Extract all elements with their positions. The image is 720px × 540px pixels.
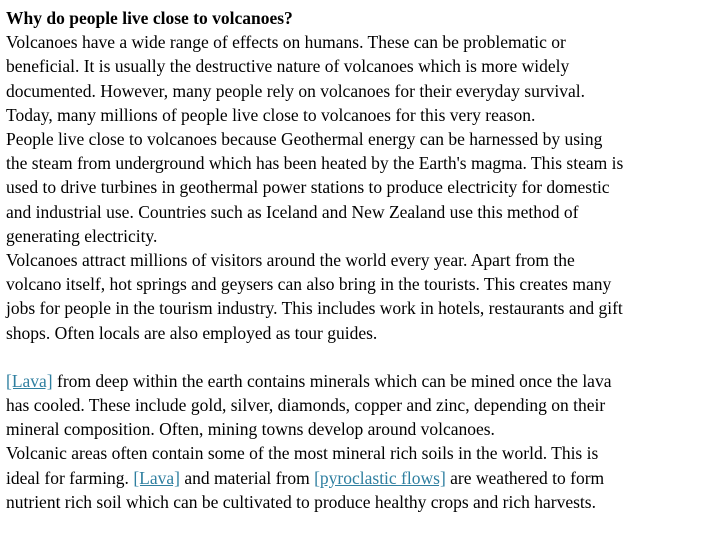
text-line: the steam from underground which has been heated by the Earth's magma. This steam is [6, 153, 624, 174]
text-segment: ideal for farming. [6, 467, 134, 488]
paragraph-gap [6, 345, 718, 369]
text-line: Volcanoes attract millions of visitors around the world every year. Apart from the [6, 250, 575, 271]
document-page [6, 6, 718, 514]
text-line [6, 369, 718, 393]
text-line: used to drive turbines in geothermal power stations to produce electricity for domestic [6, 177, 610, 198]
text-line: documented. However, many people rely on volcanoes for their everyday survival. [6, 80, 586, 101]
text-line: Today, many millions of people live close to volcanoes for this very reason. [6, 104, 536, 125]
text-line: volcano itself, hot springs and geysers can also bring in the tourists. This creates many [6, 274, 612, 295]
text-line: mineral composition. Often, mining towns develop around volcanoes. [6, 419, 495, 440]
pyroclastic-flows-link[interactable]: [pyroclastic flows] [314, 467, 446, 488]
text-line: nutrient rich soil which can be cultivated to produce healthy crops and rich harvests. [6, 491, 596, 512]
lava-link[interactable]: [Lava] [133, 467, 180, 488]
text-line: Volcanoes have a wide range of effects on humans. These can be problematic or [6, 32, 566, 53]
text-line: and industrial use. Countries such as Iceland and New Zealand use this method of [6, 201, 579, 222]
text-line: shops. Often locals are also employed as tour guides. [6, 322, 378, 343]
text-line: Volcanic areas often contain some of the most mineral rich soils in the world. This is [6, 443, 599, 464]
text-line [6, 466, 718, 490]
paragraph-block-2 [6, 369, 718, 514]
text-segment: from deep within the earth contains minerals which can be mined once the lava [52, 370, 612, 391]
page-title: Why do people live close to volcanoes? [6, 8, 293, 28]
text-line: People live close to volcanoes because Geothermal energy can be harnessed by using [6, 129, 603, 150]
text-line: beneficial. It is usually the destructive nature of volcanoes which is more widely [6, 56, 570, 77]
text-line: jobs for people in the tourism industry. This includes work in hotels, restaurants and gift [6, 298, 623, 319]
lava-link[interactable]: [Lava] [6, 370, 53, 391]
text-line: has cooled. These include gold, silver, diamonds, copper and zinc, depending on their [6, 395, 606, 416]
paragraph-block-1 [6, 30, 718, 345]
text-segment: are weathered to form [445, 467, 605, 488]
text-line: generating electricity. [6, 225, 158, 246]
text-segment: and material from [179, 467, 315, 488]
